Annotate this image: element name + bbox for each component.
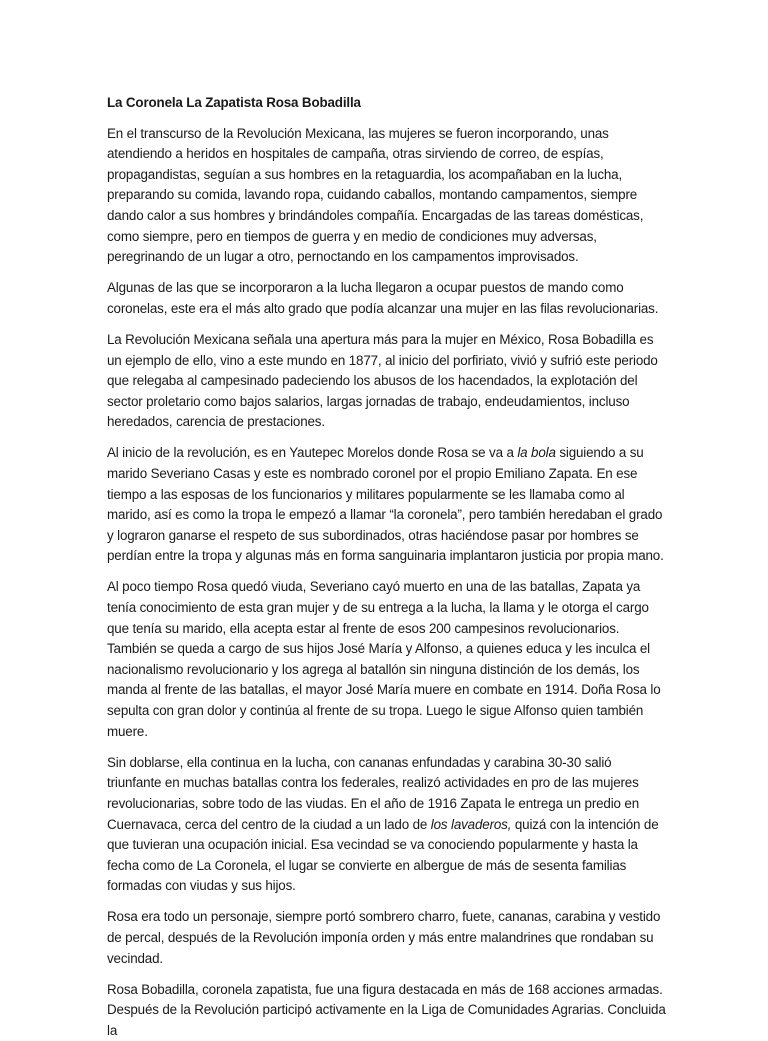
- paragraph-4: Al inicio de la revolución, es en Yautepec Morelos donde Rosa se va a la bola siguiendo a su marido Severiano Casas y este es nombrado coronel por el propio Emiliano Zapata. En ese tiempo a las esposas de los funcionarios y militares popularmente se les llamaba como al marido, así es como la tropa le empezó a llamar “la coronela”, pero también heredaban el grado y lograron ganarse el respeto de sus subordinados, otras haciéndose pasar por hombres se perdían entre la tropa y algunas más en forma sanguinaria implantaron justicia por propia mano.: [107, 445, 664, 564]
- document-title: La Coronela La Zapatista Rosa Bobadilla: [107, 95, 361, 110]
- paragraph-3: La Revolución Mexicana señala una apertura más para la mujer en México, Rosa Bobadilla es un ejemplo de ello, vino a este mundo en 1877, al inicio del porfiriato, vivió y sufrió este periodo que relegaba al campesinado padeciendo los abusos de los hacendados, la explotación del sector proletario como bajos salarios, largas jornadas de trabajo, endeudamientos, incluso heredados, carencia de prestaciones.: [107, 331, 658, 430]
- paragraph-8: Rosa Bobadilla, coronela zapatista, fue una figura destacada en más de 168 acciones armadas. Después de la Revolución participó activamente en la Liga de Comunidades Agrarias. Concluida la: [107, 981, 666, 1038]
- paragraph-1: En el transcurso de la Revolución Mexicana, las mujeres se fueron incorporando, unas atendiendo a heridos en hospitales de campaña, otras sirviendo de correo, de espías, propagandistas, seguían a sus hombres en la retaguardia, los acompañaban en la lucha, preparando su comida, lavando ropa, cuidando caballos, montando campamentos, siempre dando calor a sus hombres y brindándoles compañía. Encargadas de las tareas domésticas, como siempre, pero en tiempos de guerra y en medio de condiciones muy adversas, peregrinando de un lugar a otro, pernoctando en los campamentos improvisados.: [107, 125, 644, 265]
- italic-la-bola: la bola: [517, 445, 556, 461]
- paragraph-2: Algunas de las que se incorporaron a la lucha llegaron a ocupar puestos de mando como coronelas, este era el más alto grado que podía alcanzar una mujer en las filas revolucionarias.: [107, 280, 659, 316]
- paragraph-5: Al poco tiempo Rosa quedó viuda, Severiano cayó muerto en una de las batallas, Zapata ya tenía conocimiento de esta gran mujer y de su entrega a la lucha, la llama y le otorga el cargo que tenía su marido, ella acepta estar al frente de esos 200 campesinos revolucionarios. También se queda a cargo de sus hijos José María y Alfonso, a quienes educa y les inculca el nacionalismo revolucionario y los agrega al batallón sin ninguna distinción de los demás, los manda al frente de las batallas, el mayor José María muere en combate en 1914. Doña Rosa lo sepulta con gran dolor y continúa al frente de su tropa. Luego le sigue Alfonso quien también muere.: [107, 579, 661, 739]
- paragraph-6: Sin doblarse, ella continua en la lucha, con cananas enfundadas y carabina 30-30 salió triunfante en muchas batallas contra los federales, realizó actividades en pro de las mujeres revolucionarias, sobre todo de las viudas. En el año de 1916 Zapata le entrega un predio en Cuernavaca, cerca del centro de la ciudad a un lado de los lavaderos, quizá con la intención de que tuvieran una ocupación inicial. Esa vecindad se va conociendo popularmente y hasta la fecha como de La Coronela, el lugar se convierte en albergue de más de sesenta familias formadas con viudas y sus hijos.: [107, 754, 659, 894]
- paragraph-7: Rosa era todo un personaje, siempre portó sombrero charro, fuete, cananas, carabina y vestido de percal, después de la Revolución imponía orden y más entre malandrines que rondaban su vecindad.: [107, 909, 661, 966]
- italic-los-lavaderos: los lavaderos,: [430, 816, 512, 832]
